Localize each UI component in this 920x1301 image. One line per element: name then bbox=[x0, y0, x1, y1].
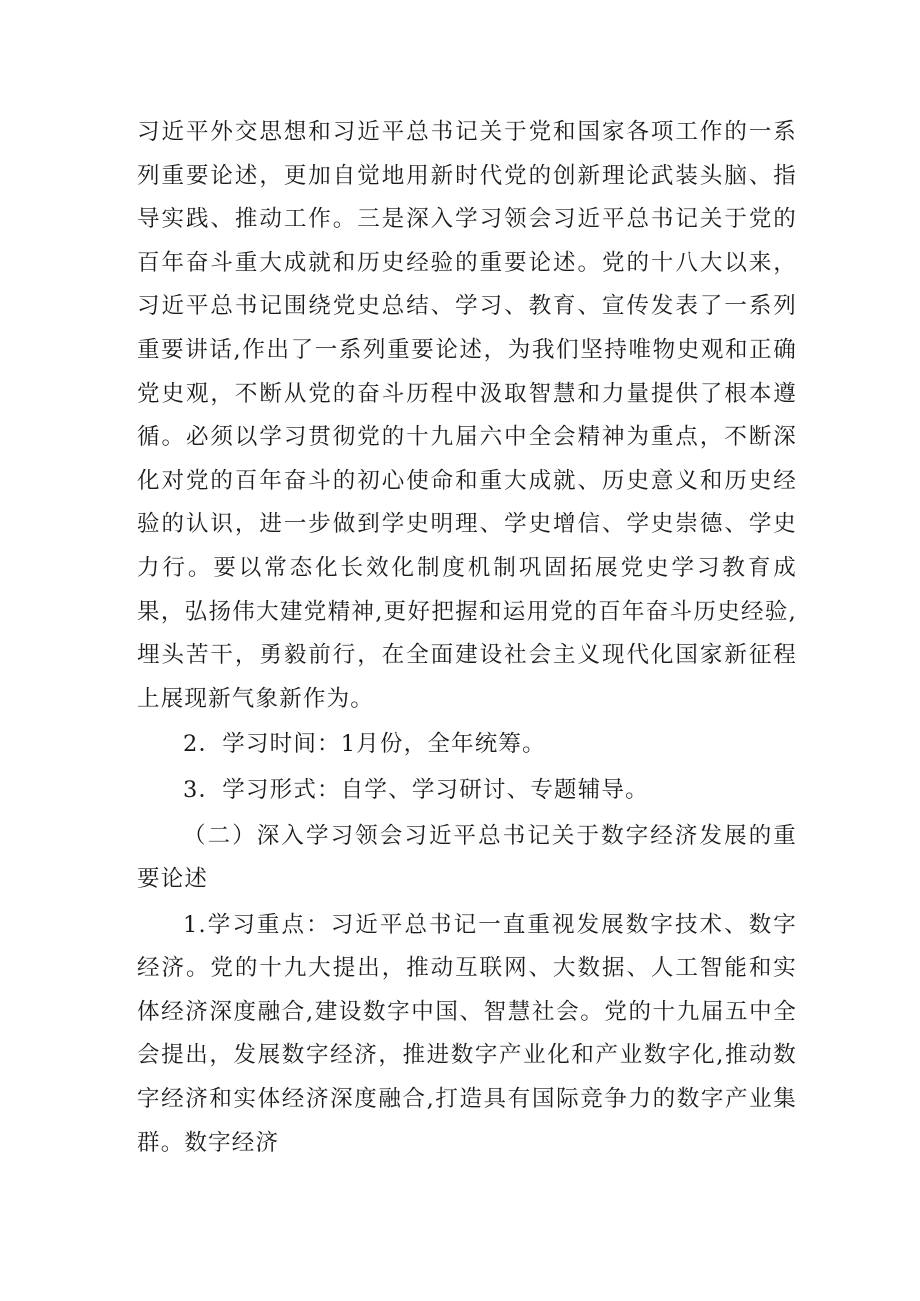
list-item-study-time: 2．学习时间：1月份，全年统筹。 bbox=[183, 731, 546, 758]
body-paragraph-continued: 习近平外交思想和习近平总书记关于党和国家各项工作的一系列重要论述，更加自觉地用新时代党的创新理论武装头脑、指导实践、推动工作。三是深入学习领会习近平总书记关于党的百年奋斗重大成就和历史经验的重要论述。党的十八大以来，习近平总书记围绕党史总结、学习、教育、宣传发表了一系列重要讲话,作出了一系列重要论述，为我们坚持唯物史观和正确党史观，不断从党的奋斗历程中汲取智慧和力量提供了根本遵循。必须以学习贯彻党的十九届六中全会精神为重点，不断深化对党的百年奋斗的初心使命和重大成就、历史意义和历史经验的认识，进一步做到学史明理、学史增信、学史崇德、学史力行。要以常态化长效化制度机制巩固拓展党史学习教育成果，弘扬伟大建党精神,更好把握和运用党的百年奋斗历史经验,埋头苦干，勇毅前行，在全面建设社会主义现代化国家新征程上展现新气象新作为。 bbox=[137, 119, 797, 712]
section-heading-digital-economy: （二）深入学习领会习近平总书记关于数字经济发展的重要论述 bbox=[137, 822, 797, 893]
list-item-study-format: 3．学习形式：自学、学习研讨、专题辅导。 bbox=[183, 776, 649, 803]
document-body bbox=[137, 111, 797, 1165]
body-paragraph-study-focus: 1.学习重点：习近平总书记一直重视发展数字技术、数字经济。党的十九大提出，推动互联网、大数据、人工智能和实体经济深度融合,建设数字中国、智慧社会。党的十九届五中全会提出，发展数字经济，推进数字产业化和产业数字化,推动数字经济和实体经济深度融合,打造具有国际竞争力的数字产业集群。数字经济 bbox=[137, 911, 797, 1156]
